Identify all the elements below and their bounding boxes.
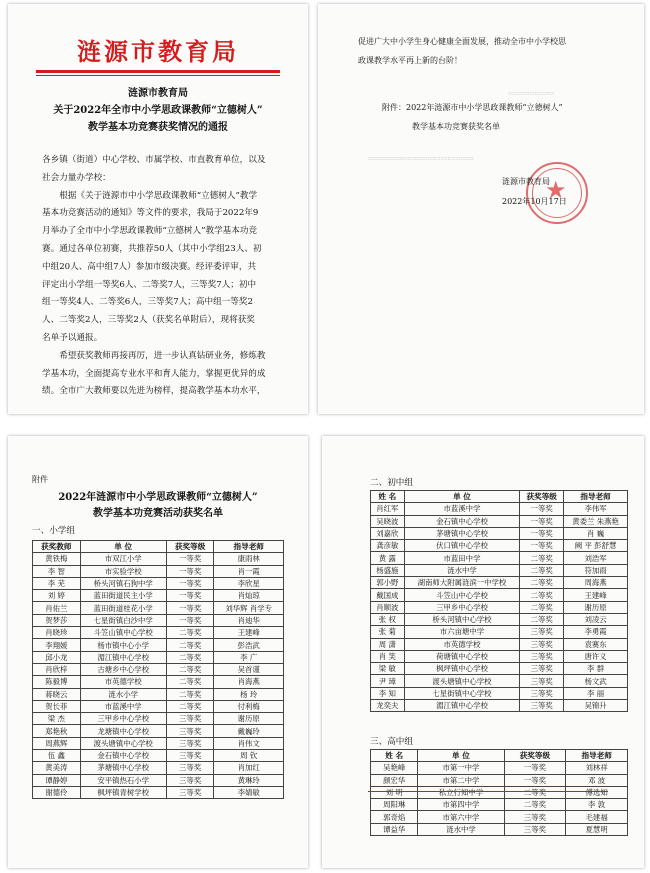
table-row	[371, 577, 628, 589]
table-cell: 杨 玲	[214, 688, 284, 700]
body-line: 根据《关于涟源市中小学思政课教师“立德树人”教学	[59, 190, 258, 201]
red-underline-mark	[368, 791, 608, 792]
table-row	[371, 552, 628, 564]
table-cell: 斗笠山中心学校	[404, 589, 520, 601]
table-cell: 二等奖	[504, 786, 566, 798]
table-cell: 三等奖	[520, 650, 564, 662]
table-cell: 谢历原	[214, 713, 284, 725]
table-cell: 金石镇中心学校	[404, 515, 520, 527]
section-title-senior: 三、高中组	[370, 737, 413, 747]
table-row	[371, 700, 628, 712]
table-row	[33, 577, 284, 589]
table-cell: 杨市镇中心小学	[80, 639, 166, 651]
table-row	[371, 601, 628, 613]
column-header: 指导老师	[214, 541, 284, 553]
table-header-row	[371, 750, 628, 762]
attachment-note: 附件：2022年涟源市中小学思政课教师“立德树人”	[382, 103, 563, 112]
table-row	[33, 786, 284, 798]
bleed-through-text: ▭▭▭▭▭▭▭	[508, 89, 555, 97]
table-cell: 一等奖	[504, 762, 566, 774]
table-row	[371, 515, 628, 527]
body-line: 名单予以通报。	[42, 332, 103, 343]
table-cell: 贺梦莎	[33, 614, 81, 626]
table-cell: 符加雨	[564, 564, 628, 576]
table-row	[33, 614, 284, 626]
table-cell: 张 菊	[371, 626, 405, 638]
column-header: 获奖等级	[504, 750, 566, 762]
table-cell: 黄美涛	[33, 762, 81, 774]
table-row	[33, 737, 284, 749]
table-cell: 肖佑兰	[33, 602, 81, 614]
award-list-page-primary	[8, 436, 308, 868]
table-row	[33, 590, 284, 602]
table-row	[371, 687, 628, 699]
table-cell: 桥头河镇中心学校	[404, 613, 520, 625]
table-cell: 谭静婷	[33, 774, 81, 786]
table-cell: 张 权	[371, 613, 405, 625]
table-cell: 市英德学校	[404, 638, 520, 650]
table-cell: 李 丽	[564, 687, 628, 699]
table-cell: 一等奖	[166, 614, 214, 626]
table-cell: 伏口镇中心学校	[404, 540, 520, 552]
signature-org: 涟源市教育局	[502, 177, 550, 186]
table-cell: 蓝田街道桂花小学	[80, 602, 166, 614]
table-row	[33, 713, 284, 725]
junior-award-table	[370, 490, 628, 712]
table-cell: 一等奖	[520, 503, 564, 515]
table-cell: 戴巍玲	[214, 725, 284, 737]
table-cell: 三等奖	[166, 774, 214, 786]
column-header: 指导老师	[564, 491, 628, 503]
table-cell: 刘浩军	[564, 552, 628, 564]
table-cell: 王建峰	[214, 627, 284, 639]
column-header: 指导老师	[566, 750, 628, 762]
table-row	[371, 527, 628, 539]
table-row	[33, 700, 284, 712]
table-row	[371, 663, 628, 675]
table-cell: 李 智	[33, 565, 81, 577]
table-row	[33, 774, 284, 786]
table-cell: 刘华辉 肖学专	[214, 602, 284, 614]
table-row	[371, 823, 628, 835]
table-cell: 李 知	[371, 687, 405, 699]
table-cell: 二等奖	[520, 613, 564, 625]
table-row	[33, 750, 284, 762]
table-cell: 三等奖	[166, 762, 214, 774]
table-cell: 涟水中学	[404, 564, 520, 576]
column-header: 姓 名	[371, 750, 418, 762]
table-cell: 市双江小学	[80, 553, 166, 565]
table-row	[371, 786, 628, 798]
table-cell: 肖迪华	[214, 614, 284, 626]
table-cell: 渡头塘镇中心学校	[404, 675, 520, 687]
notice-body	[42, 152, 282, 401]
table-cell: 私立行知中学	[418, 786, 504, 798]
award-list-page-secondary	[322, 436, 644, 868]
table-cell: 金石镇中心学校	[80, 750, 166, 762]
table-cell: 龚彦敏	[371, 540, 405, 552]
table-row	[33, 676, 284, 688]
table-cell: 一等奖	[520, 527, 564, 539]
body-line: 各乡镇（街道）中心学校、市属学校、市直教育单位，以及	[42, 155, 266, 165]
table-cell: 一等奖	[166, 602, 214, 614]
column-header: 单 位	[404, 491, 520, 503]
table-cell: 吴锦升	[564, 700, 628, 712]
column-header: 姓 名	[371, 491, 405, 503]
table-cell: 涟水中学	[418, 823, 504, 835]
table-cell: 彭浩武	[214, 639, 284, 651]
table-row	[371, 613, 628, 625]
table-cell: 三甲乡中心学校	[404, 601, 520, 613]
column-header: 单 位	[418, 750, 504, 762]
table-cell: 二等奖	[520, 552, 564, 564]
attachment-note: 教学基本功竞赛获奖名单	[412, 122, 500, 131]
table-cell: 周海燕	[564, 577, 628, 589]
table-cell: 刘林祥	[566, 762, 628, 774]
body-line: 组一等奖4人、二等奖6人，三等奖7人；高中组一等奖2	[42, 297, 253, 308]
table-row	[371, 638, 628, 650]
table-cell: 涟水小学	[80, 688, 166, 700]
table-cell: 肖加红	[214, 762, 284, 774]
table-cell: 一等奖	[166, 590, 214, 602]
table-cell: 肖欣梓	[33, 663, 81, 675]
table-cell: 梁 杰	[33, 713, 81, 725]
table-cell: 一等奖	[166, 565, 214, 577]
notice-page-2	[318, 4, 644, 414]
table-cell: 一等奖	[520, 540, 564, 552]
table-cell: 二等奖	[166, 663, 214, 675]
table-cell: 周燕辉	[33, 737, 81, 749]
table-cell: 邱小龙	[33, 651, 81, 663]
table-cell: 市六亩塘中学	[404, 626, 520, 638]
section-title-primary: 一、小学组	[32, 526, 75, 536]
table-header-row	[371, 491, 628, 503]
table-cell: 三等奖	[520, 700, 564, 712]
notice-page-1	[8, 4, 308, 414]
body-line: 中组20人、高中组7人）参加市级决赛。经评委评审，共	[42, 261, 257, 272]
table-cell: 李勇霞	[564, 626, 628, 638]
table-row	[33, 639, 284, 651]
table-cell: 蒋晓云	[33, 688, 81, 700]
body-line: 学基本功，全面提高专业水平和育人能力，掌握更优异的成	[42, 368, 266, 379]
table-row	[371, 564, 628, 576]
table-cell: 肖顺波	[371, 601, 405, 613]
table-cell: 肖一霞	[214, 565, 284, 577]
table-cell: 枫坪镇青树学校	[80, 786, 166, 798]
table-cell: 郭奇焰	[371, 811, 418, 823]
table-cell: 三等奖	[166, 750, 214, 762]
official-seal: ★	[526, 162, 588, 224]
table-cell: 三等奖	[520, 638, 564, 650]
primary-award-table	[32, 540, 284, 799]
table-cell: 市实验学校	[80, 565, 166, 577]
table-row	[33, 553, 284, 565]
column-header: 获奖等级	[166, 541, 214, 553]
table-cell: 李 群	[564, 663, 628, 675]
table-cell: 郑艳秋	[33, 725, 81, 737]
table-cell: 三等奖	[166, 713, 214, 725]
bleed-through-text: ▭▭▭▭▭▭▭▭▭▭▭▭▭▭▭▭	[368, 154, 474, 162]
body-line: 基本功竞赛活动的通知》等文件的要求，我局于2022年9	[42, 208, 259, 219]
table-cell: 李翔媛	[33, 639, 81, 651]
table-cell: 杨文武	[564, 675, 628, 687]
notice-title-line2: 教学基本功竞赛获奖情况的通报	[88, 122, 228, 133]
red-divider-thin	[36, 75, 280, 76]
table-cell: 三等奖	[520, 663, 564, 675]
red-divider	[36, 70, 280, 73]
continuation-line: 政课教学水平再上新的台阶！	[358, 56, 462, 65]
table-cell: 古塘乡中心学校	[80, 663, 166, 675]
table-row	[33, 725, 284, 737]
table-row	[371, 774, 628, 786]
table-cell: 斗笠山镇中心学校	[80, 627, 166, 639]
table-cell: 市蓝溪中学	[80, 700, 166, 712]
table-cell: 刘 明	[371, 786, 418, 798]
table-cell: 李婧敏	[214, 786, 284, 798]
table-cell: 肖灿琼	[214, 590, 284, 602]
table-cell: 吴首谨	[214, 663, 284, 675]
body-line: 社会力量办学校：	[42, 172, 111, 183]
table-cell: 李 敦	[566, 799, 628, 811]
table-cell: 付利梅	[214, 700, 284, 712]
table-cell: 枫坪镇中心学校	[404, 663, 520, 675]
table-cell: 周 钦	[214, 750, 284, 762]
table-cell: 渡头塘镇中心学校	[80, 737, 166, 749]
table-cell: 龙塘镇中心学校	[80, 725, 166, 737]
table-cell: 黄 露	[371, 552, 405, 564]
table-cell: 谭益华	[371, 823, 418, 835]
list-title-line1: 2022年涟源市中小学思政课教师“立德树人”	[58, 492, 258, 503]
table-cell: 夏慧明	[566, 823, 628, 835]
table-cell: 市蓝溪中学	[404, 503, 520, 515]
table-cell: 二等奖	[166, 627, 214, 639]
issuing-org: 涟源市教育局	[128, 88, 188, 99]
senior-award-table	[370, 749, 628, 836]
table-cell: 三等奖	[166, 786, 214, 798]
table-cell: 三等奖	[166, 725, 214, 737]
continuation-line: 促进广大中小学生身心健康全面发展，推动全市中小学校思	[358, 37, 566, 46]
table-cell: 一等奖	[166, 577, 214, 589]
table-cell: 市第一中学	[418, 762, 504, 774]
table-cell: 谢德伶	[33, 786, 81, 798]
table-cell: 颜宏华	[371, 774, 418, 786]
table-cell: 邓 波	[566, 774, 628, 786]
table-row	[33, 651, 284, 663]
table-cell: 二等奖	[520, 577, 564, 589]
table-row	[33, 688, 284, 700]
table-cell: 李欣星	[214, 577, 284, 589]
table-row	[33, 627, 284, 639]
table-row	[371, 762, 628, 774]
table-cell: 肖晓珍	[33, 627, 81, 639]
table-cell: 市英德学校	[80, 676, 166, 688]
table-cell: 三等奖	[520, 687, 564, 699]
table-cell: 二等奖	[166, 651, 214, 663]
table-cell: 阙 平 彭舒慧	[564, 540, 628, 552]
table-cell: 荷塘镇中心学校	[404, 650, 520, 662]
table-cell: 二等奖	[166, 688, 214, 700]
table-cell: 李 芜	[33, 577, 81, 589]
table-cell: 尹 璋	[371, 675, 405, 687]
table-cell: 肖 巍	[564, 527, 628, 539]
table-cell: 茅塘镇中心学校	[80, 762, 166, 774]
table-cell: 毛建福	[566, 811, 628, 823]
table-cell: 黄铁梅	[33, 553, 81, 565]
table-row	[371, 811, 628, 823]
table-row	[33, 762, 284, 774]
table-row	[371, 799, 628, 811]
table-cell: 杨盛施	[371, 564, 405, 576]
table-cell: 黄琳玲	[214, 774, 284, 786]
table-cell: 市蓝田中学	[404, 552, 520, 564]
table-cell: 桥头河镇石狗中学	[80, 577, 166, 589]
table-cell: 三甲乡中心学校	[80, 713, 166, 725]
table-header-row	[33, 541, 284, 553]
section-title-junior: 二、初中组	[370, 478, 413, 488]
table-cell: 二等奖	[504, 799, 566, 811]
table-cell: 湄江镇中心学校	[80, 651, 166, 663]
table-cell: 三等奖	[166, 737, 214, 749]
column-header: 单 位	[80, 541, 166, 553]
table-row	[371, 626, 628, 638]
table-cell: 贺长菲	[33, 700, 81, 712]
table-cell: 二等奖	[166, 639, 214, 651]
table-cell: 李伟军	[564, 503, 628, 515]
table-row	[33, 602, 284, 614]
table-cell: 吴晓波	[371, 515, 405, 527]
column-header: 获奖教师	[33, 541, 81, 553]
table-cell: 一等奖	[504, 774, 566, 786]
table-cell: 湄江镇中心学校	[404, 700, 520, 712]
column-header: 获奖等级	[520, 491, 564, 503]
table-cell: 市第六中学	[418, 811, 504, 823]
table-cell: 刘 婷	[33, 590, 81, 602]
table-cell: 伍 鑫	[33, 750, 81, 762]
table-cell: 周阳琳	[371, 799, 418, 811]
table-cell: 傅选知	[566, 786, 628, 798]
table-cell: 二等奖	[166, 676, 214, 688]
table-cell: 七星街镇中心学校	[404, 687, 520, 699]
table-cell: 陈毅博	[33, 676, 81, 688]
table-cell: 二等奖	[520, 564, 564, 576]
table-cell: 黄委兰 朱燕艳	[564, 515, 628, 527]
table-cell: 二等奖	[166, 700, 214, 712]
table-cell: 龙奕夫	[371, 700, 405, 712]
table-cell: 二等奖	[520, 589, 564, 601]
list-title-line2: 教学基本功竞赛活动获奖名单	[93, 508, 223, 519]
table-cell: 二等奖	[520, 601, 564, 613]
body-line: 评定出小学组一等奖6人、二等奖7人，三等奖7人；初中	[42, 279, 257, 290]
signature-date: 2022年10月17日	[502, 197, 567, 206]
table-cell: 袁赛东	[564, 638, 628, 650]
body-line: 赛。通过各单位初赛，共推荐50人（其中小学组23人、初	[42, 243, 262, 254]
table-cell: 七星街镇白沙中学	[80, 614, 166, 626]
table-row	[371, 589, 628, 601]
table-cell: 郭小野	[371, 577, 405, 589]
table-cell: 三等奖	[520, 626, 564, 638]
body-line: 绩。全市广大教师要以先进为榜样，提高教学基本功水平，	[42, 386, 266, 397]
table-row	[33, 565, 284, 577]
table-cell: 一等奖	[166, 553, 214, 565]
table-cell: 三等奖	[504, 823, 566, 835]
table-cell: 茅塘镇中心学校	[404, 527, 520, 539]
table-row	[371, 540, 628, 552]
table-row	[371, 650, 628, 662]
body-line: 月举办了全市中小学思政课教师“立德树人”教学基本功竞	[42, 226, 258, 237]
table-cell: 安平镇热石小学	[80, 774, 166, 786]
notice-title-line1: 关于2022年全市中小学思政课教师“立德树人”	[53, 105, 263, 116]
table-cell: 唐许义	[564, 650, 628, 662]
table-cell: 谢历原	[564, 601, 628, 613]
table-cell: 蓝田街道民主小学	[80, 590, 166, 602]
table-row	[371, 675, 628, 687]
table-cell: 肖伟文	[214, 737, 284, 749]
table-cell: 李 广	[214, 651, 284, 663]
table-cell: 三等奖	[504, 811, 566, 823]
table-cell: 周 潇	[371, 638, 405, 650]
table-cell: 刘凌云	[564, 613, 628, 625]
bureau-header: 涟源市教育局	[77, 37, 239, 66]
body-line: 人、二等奖2人，三等奖2人（获奖名单附后），现将获奖	[42, 315, 255, 326]
table-cell: 王建峰	[564, 589, 628, 601]
table-cell: 肖 笑	[371, 650, 405, 662]
table-cell: 刘嘉欣	[371, 527, 405, 539]
body-line: 希望获奖教师再接再厉，进一步认真钻研业务，修炼教	[59, 350, 266, 361]
table-row	[371, 503, 628, 515]
table-cell: 吴艳峰	[371, 762, 418, 774]
attachment-label: 附件	[32, 475, 48, 484]
table-cell: 肖红军	[371, 503, 405, 515]
table-cell: 肖海燕	[214, 676, 284, 688]
table-row	[33, 663, 284, 675]
table-cell: 三等奖	[520, 675, 564, 687]
table-cell: 市第二中学	[418, 774, 504, 786]
table-cell: 梁 敏	[371, 663, 405, 675]
table-cell: 湖南师大附属涟滨一中学校	[404, 577, 520, 589]
table-cell: 戴国成	[371, 589, 405, 601]
table-cell: 康雨林	[214, 553, 284, 565]
table-cell: 一等奖	[520, 515, 564, 527]
table-cell: 市第四中学	[418, 799, 504, 811]
